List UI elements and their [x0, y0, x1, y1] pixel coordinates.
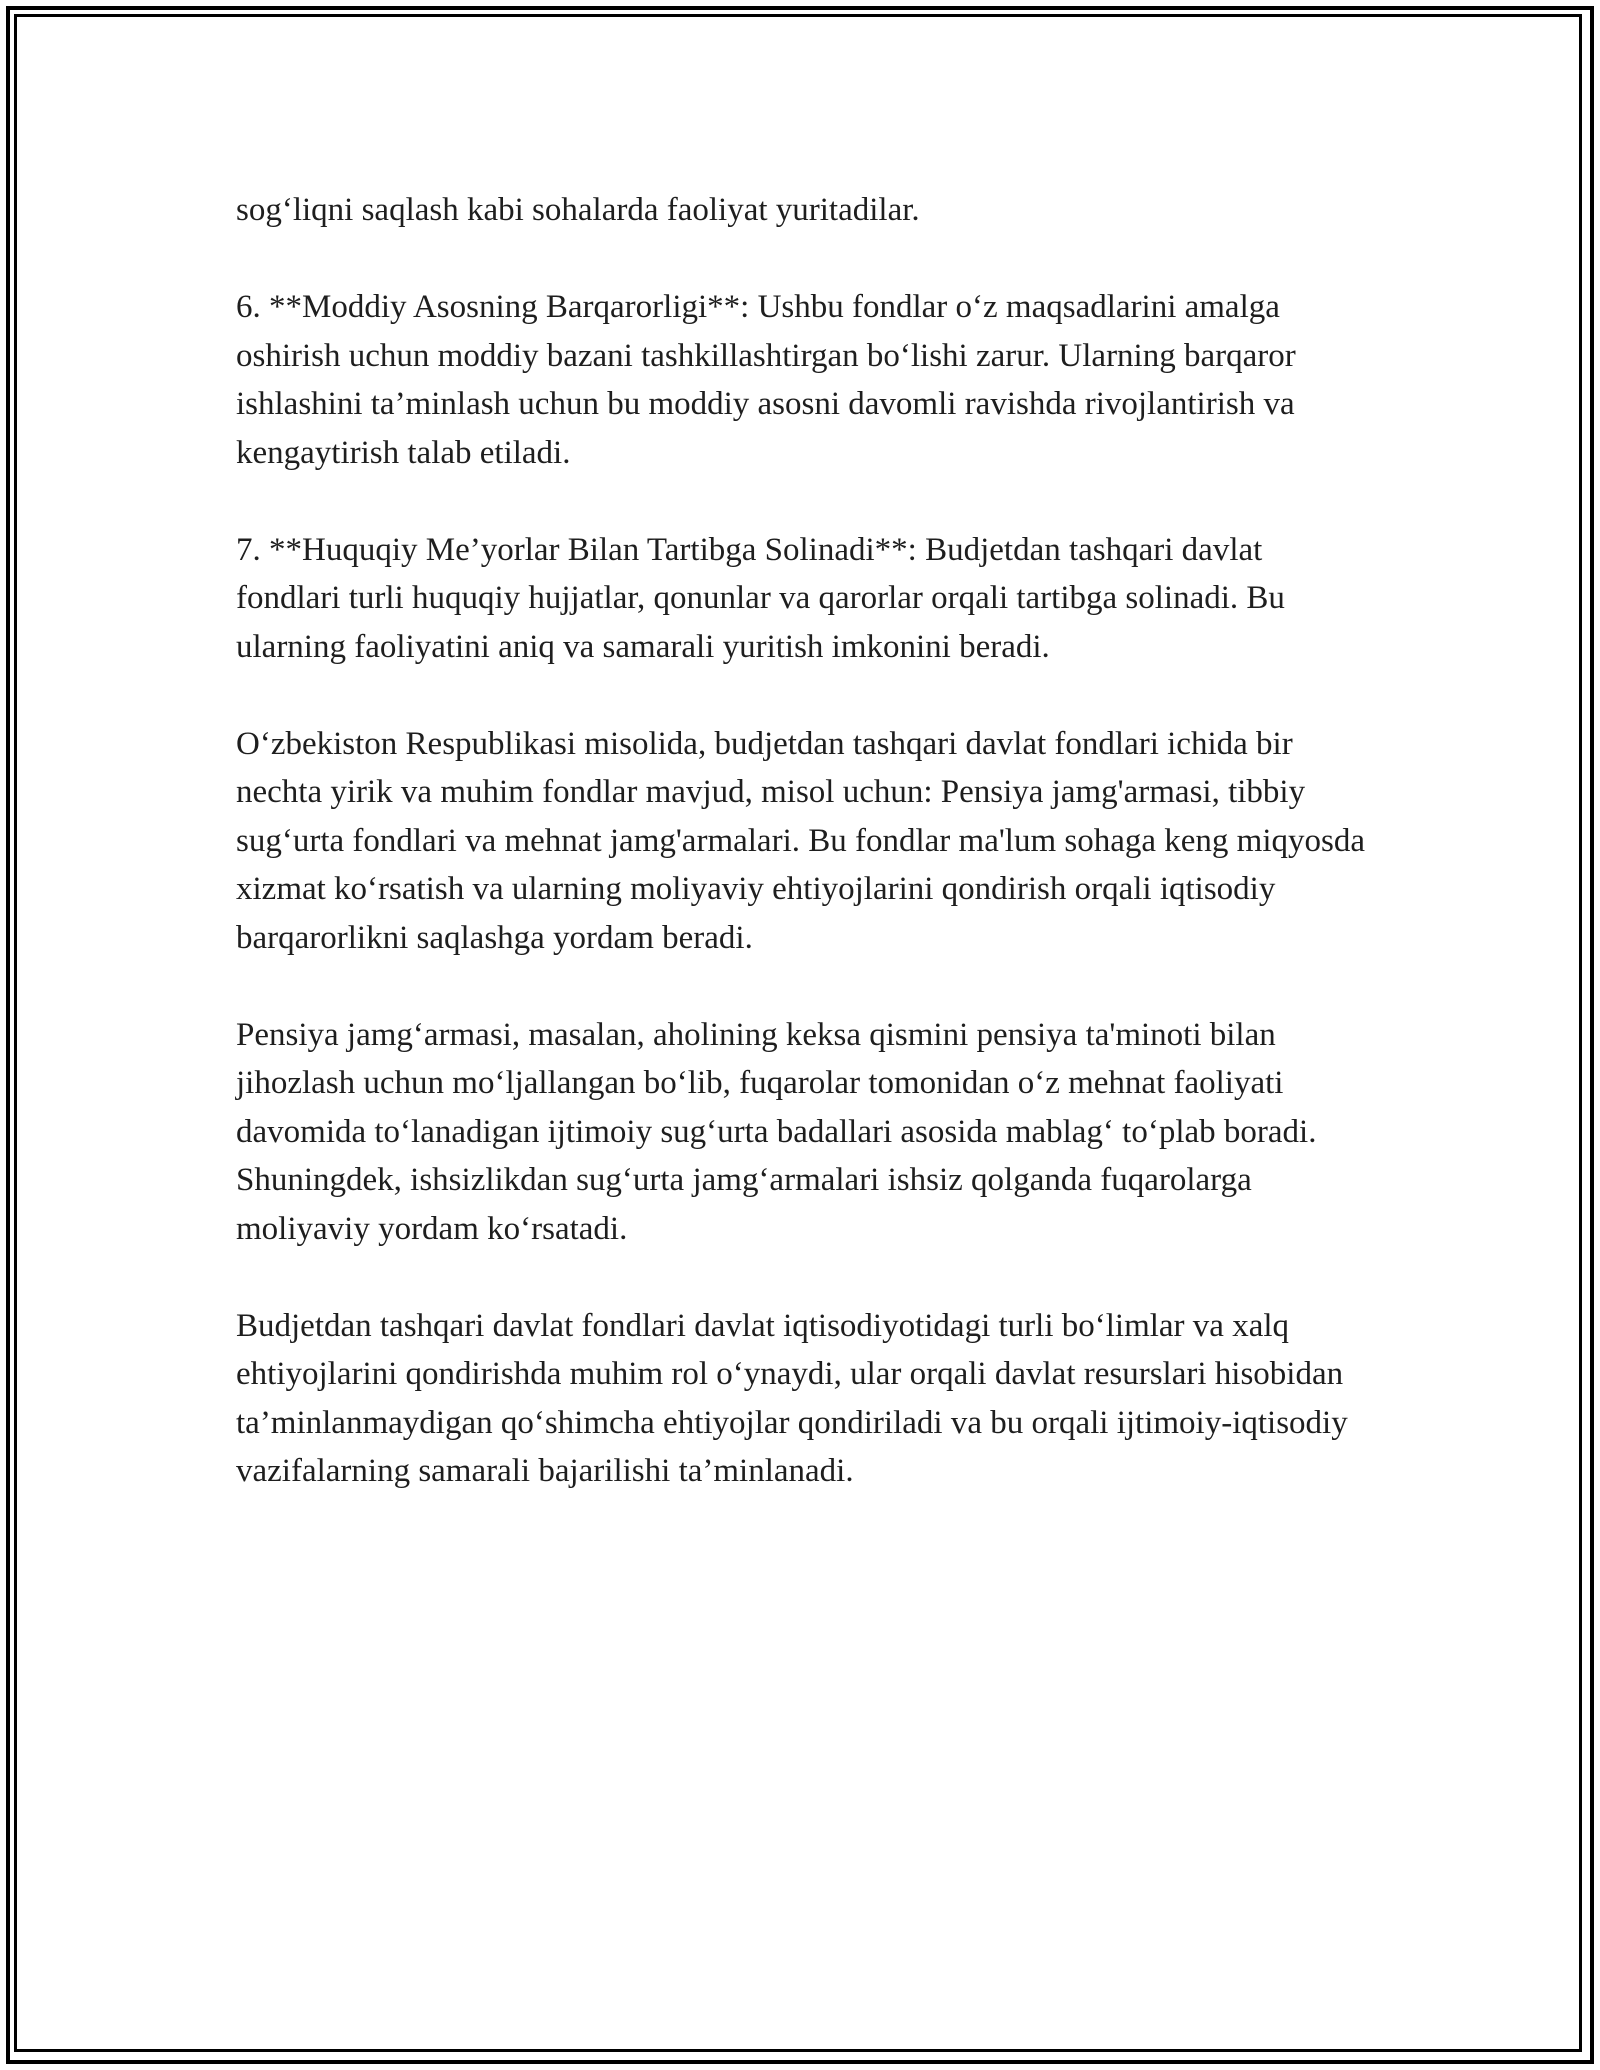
- paragraph-item-7: 7. **Huquqiy Me’yorlar Bilan Tartibga Solinadi**: Budjetdan tashqari davlat fondlari turli huquqiy hujjatlar, qonunlar va qarorlar orqali tartibga solinadi. Bu ularning faoliyatini aniq va samarali yuritish imkonini beradi.: [236, 531, 1285, 665]
- paragraph-continuation: sog‘liqni saqlash kabi sohalarda faoliyat yuritadilar.: [236, 192, 920, 228]
- paragraph-uzbekistan-funds: O‘zbekiston Respublikasi misolida, budjetdan tashqari davlat fondlari ichida bir nechta yirik va muhim fondlar mavjud, misol uchun: Pensiya jamg'armasi, tibbiy sug‘urta fondlari va mehnat jamg'armalari. Bu fondlar ma'lum sohaga keng miqyosda xizmat ko‘rsatish va ularning moliyaviy ehtiyojlarini qondirish orqali iqtisodiy barqarorlikni saqlashga yordam beradi.: [236, 725, 1365, 956]
- document-body: [236, 186, 1366, 1496]
- paragraph-conclusion: Budjetdan tashqari davlat fondlari davlat iqtisodiyotidagi turli bo‘limlar va xalq ehtiyojlarini qondirishda muhim rol o‘ynaydi, ular orqali davlat resurslari hisobidan ta’minlanmaydigan qo‘shimcha ehtiyojlar qondiriladi va bu orqali ijtimoiy-iqtisodiy vazifalarning samarali bajarilishi ta’minlanadi.: [236, 1307, 1348, 1489]
- paragraph-item-6: 6. **Moddiy Asosning Barqarorligi**: Ushbu fondlar o‘z maqsadlarini amalga oshirish uchun moddiy bazani tashkillashtirgan bo‘lishi zarur. Ularning barqaror ishlashini ta’minlash uchun bu moddiy asosni davomli ravishda rivojlantirish va kengaytirish talab etiladi.: [236, 289, 1296, 471]
- paragraph-pension-fund: Pensiya jamg‘armasi, masalan, aholining keksa qismini pensiya ta'minoti bilan jihozlash uchun mo‘ljallangan bo‘lib, fuqarolar tomonidan o‘z mehnat faoliyati davomida to‘lanadigan ijtimoiy sug‘urta badallari asosida mablag‘ to‘plab boradi. Shuningdek, ishsizlikdan sug‘urta jamg‘armalari ishsiz qolganda fuqarolarga moliyaviy yordam ko‘rsatadi.: [236, 1016, 1317, 1247]
